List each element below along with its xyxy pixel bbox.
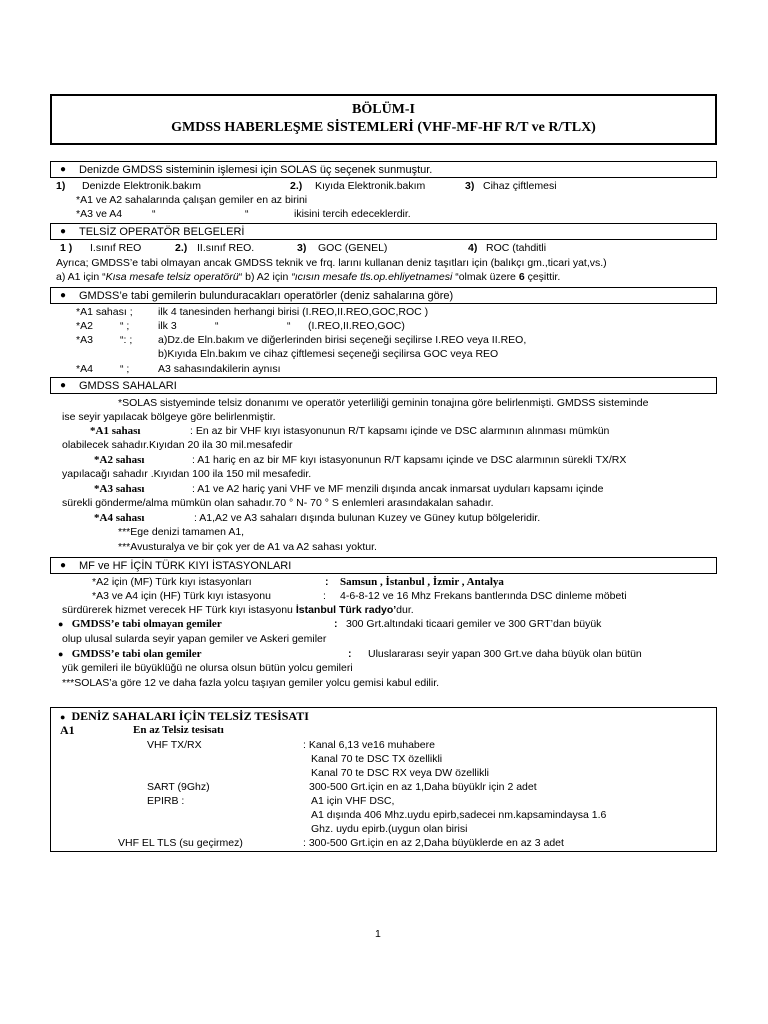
equipment-name: VHF TX/RX (147, 739, 202, 751)
section-header-text: GMDSS SAHALARI (79, 379, 177, 392)
colon: : (323, 590, 326, 602)
colon: : (348, 648, 352, 660)
ship-category-label: ● GMDSS’e tabi olmayan gemiler (58, 618, 222, 630)
equipment-spec: Kanal 70 te DSC RX veya DW özellikli (311, 767, 489, 779)
bullet-icon: ● (58, 619, 64, 629)
cert-number: 4) (468, 242, 478, 254)
equipment-spec: : 300-500 Grt.için en az 2,Daha büyüklerde en az 3 adet (303, 837, 564, 849)
area-text: : A1 hariç en az bir MF kıyı istasyonunun R/T kapsamı içinde ve DSC alarmının sürekli TX/RX (192, 454, 627, 466)
body-line: *A3 ve A4 (76, 208, 123, 220)
operator-text: a)Dz.de Eln.bakım ve diğerlerinden birisi seçeneği seçilirse I.REO veya II.REO, (158, 334, 527, 346)
operator-text: A3 sahasındakilerin aynısı (158, 363, 281, 375)
area-label: *A3 sahası (94, 483, 145, 495)
area-text: : A1 ve A2 hariç yani VHF ve MF menzili dışında ancak inmarsat uyduları kapsamı içinde (192, 483, 604, 495)
bullet-icon: ● (60, 226, 67, 237)
equipment-column-label: En az Telsiz tesisatı (133, 724, 224, 736)
operator-text: ilk 4 tanesinden herhangi birisi (I.REO,II.REO,GOC,ROC ) (158, 306, 429, 318)
operator-area: *A2 (76, 320, 93, 332)
body-line: *SOLAS sistyeminde telsiz donanımı ve operatör yeterliliği geminin tonajına göre belirlenmişti. GMDSS sisteminde (118, 397, 649, 409)
cert-number: 1 ) (60, 242, 73, 254)
ship-category-label: ● GMDSS’e tabi olan gemiler (58, 648, 202, 660)
section-header-areas (50, 377, 717, 394)
section-header-operators (50, 287, 717, 304)
area-text: : A1,A2 ve A3 sahaları dışında bulunan Kuzey ve Güney kutup bölgeleridir. (194, 512, 541, 524)
operator-text: (I.REO,II.REO,GOC) (308, 320, 405, 332)
option-text: Cihaz çiftlemesi (483, 180, 557, 192)
option-number: 2.) (290, 180, 303, 192)
area-label: *A2 sahası (94, 454, 145, 466)
area-text: : En az bir VHF kıyı istasyonunun R/T kapsamı içinde ve DSC alarmının alınması mümkün (190, 425, 610, 437)
area-label: *A4 sahası (94, 512, 145, 524)
cert-text: II.sınıf REO. (197, 242, 255, 254)
equipment-spec: A1 için VHF DSC, (311, 795, 395, 807)
operator-area: *A1 sahası ; (76, 306, 133, 318)
cert-text: ROC (tahditli (486, 242, 547, 254)
equipment-box (50, 707, 717, 852)
bullet-icon: ● (60, 164, 67, 175)
equipment-name: VHF EL TLS (su geçirmez) (118, 837, 243, 849)
section-header-solas (50, 161, 717, 178)
ditto-mark: “ (152, 208, 156, 220)
body-line: *A1 ve A2 sahalarında çalışan gemiler en az birini (76, 194, 308, 206)
title-box (50, 94, 717, 145)
ditto-mark: “ (215, 320, 219, 332)
section-header-text: MF ve HF İÇİN TÜRK KIYI İSTASYONLARI (79, 559, 292, 572)
cert-text: GOC (GENEL) (318, 242, 388, 254)
chapter-subtitle: GMDSS HABERLEŞME SİSTEMLERİ (VHF-MF-HF R/T ve R/TLX) (171, 120, 596, 135)
body-line: Uluslararası seyir yapan 300 Grt.ve daha büyük olan bütün (368, 648, 642, 660)
body-line: *A3 ve A4 için (HF) Türk kıyı istasyonu (92, 590, 271, 602)
equipment-header: ● DENİZ SAHALARI İÇİN TELSİZ TESİSATI (60, 709, 309, 723)
option-number: 3) (465, 180, 475, 192)
bullet-icon: ● (58, 649, 64, 659)
note-line: ***SOLAS’a göre 12 ve daha fazla yolcu taşıyan gemiler yolcu gemisi kabul edilir. (62, 677, 440, 689)
area-text: olabilecek sahadır.Kıyıdan 20 ila 30 mil.mesafedir (62, 439, 293, 451)
section-header-text: Denizde GMDSS sisteminin işlemesi için SOLAS üç seçenek sunmuştur. (79, 163, 433, 176)
body-line: olup ulusal sularda seyir yapan gemiler ve Askeri gemiler (62, 633, 327, 645)
body-line: 4-6-8-12 ve 16 Mhz Frekans bantlerında DSC dinleme möbeti (340, 590, 627, 602)
section-header-coast-stations (50, 557, 717, 574)
body-line: 300 Grt.altındaki ticaari gemiler ve 300 GRT’dan büyük (346, 618, 602, 630)
colon: : (325, 576, 329, 588)
equipment-name: EPIRB : (147, 795, 185, 807)
operator-text: ilk 3 (158, 320, 177, 332)
note-line: ***Ege denizi tamamen A1, (118, 526, 245, 538)
equipment-spec: Ghz. uydu epirb.(uygun olan birisi (311, 823, 468, 835)
page-number: 1 (375, 928, 381, 940)
cert-number: 3) (297, 242, 307, 254)
station-list: Samsun , İstanbul , İzmir , Antalya (340, 576, 504, 588)
area-text: sürekli gönderme/alma mümkün olan sahadır.70 ° N- 70 ° S enlemleri arasındakalan sahadır. (62, 497, 494, 509)
ditto-mark: “ (287, 320, 291, 332)
cert-number: 2.) (175, 242, 188, 254)
operator-area: *A3 (76, 334, 93, 346)
bullet-icon: ● (60, 560, 67, 571)
body-line: Ayrıca; GMDSS’e tabi olmayan ancak GMDSS teknik ve frq. larını kullanan deniz taşıtları için (balıkçı gm.,ticari yat,vs.) (56, 257, 607, 269)
area-text: yapılacağı sahadır .Kıyıdan 100 ila 150 mil mesafedir. (62, 468, 312, 480)
body-line: ikisini tercih edeceklerdir. (294, 208, 411, 220)
equipment-spec: Kanal 70 te DSC TX özellikli (311, 753, 443, 765)
body-line: a) A1 için “Kısa mesafe telsiz operatörü“ b) A2 için “ıcısın mesafe tls.op.ehliyetnamesi “olmak üzere 6 çeşittir. (56, 271, 561, 283)
section-header-certificates (50, 223, 717, 240)
chapter-title: BÖLÜM-I (352, 102, 415, 117)
equipment-spec: A1 dışında 406 Mhz.uydu epirb,sadecei nm.kapsamindaysa 1.6 (311, 809, 607, 821)
area-label: *A1 sahası (90, 425, 141, 437)
ditto-mark: “ ; (120, 363, 130, 375)
body-line: *A2 için (MF) Türk kıyı istasyonları (92, 576, 252, 588)
operator-area: *A4 (76, 363, 93, 375)
equipment-spec: : Kanal 6,13 ve16 muhabere (303, 739, 435, 751)
area-column-label: A1 (60, 723, 75, 737)
equipment-spec: 300-500 Grt.için en az 1,Daha büyüklr için 2 adet (309, 781, 537, 793)
body-line: ise seyir yapılacak bölgeye göre belirlenmiştir. (62, 411, 276, 423)
bullet-icon: ● (60, 380, 67, 391)
station-name: İstanbul Türk radyo’ (295, 604, 397, 616)
bullet-icon: ● (60, 290, 67, 301)
bullet-icon: ● (60, 712, 66, 722)
equipment-name: SART (9Ghz) (147, 781, 210, 793)
ditto-mark: “ ; (120, 320, 130, 332)
ditto-mark: “ (245, 208, 249, 220)
body-line: yük gemileri ile büyüklüğü ne olursa olsun bütün yolcu gemileri (62, 662, 353, 674)
option-number: 1) (56, 180, 66, 192)
colon: : (334, 618, 338, 630)
ditto-mark: “: ; (120, 334, 133, 346)
option-text: Kıyıda Elektronik.bakım (315, 180, 426, 192)
note-line: ***Avusturalya ve bir çok yer de A1 va A2 sahası yoktur. (118, 541, 377, 553)
cert-text: I.sınıf REO (90, 242, 142, 254)
section-header-text: GMDSS’e tabi gemilerin bulunduracakları operatörler (deniz sahalarına göre) (79, 289, 454, 302)
option-text: Denizde Elektronik.bakım (82, 180, 202, 192)
body-line: sürdürerek hizmet verecek HF Türk kıyı istasyonu İstanbul Türk radyo’dur. (62, 604, 414, 616)
section-header-text: TELSİZ OPERATÖR BELGELERİ (79, 225, 245, 238)
operator-text: b)Kıyıda Eln.bakım ve cihaz çiftlemesi seçeneği seçilirsa GOC veya REO (158, 348, 499, 360)
